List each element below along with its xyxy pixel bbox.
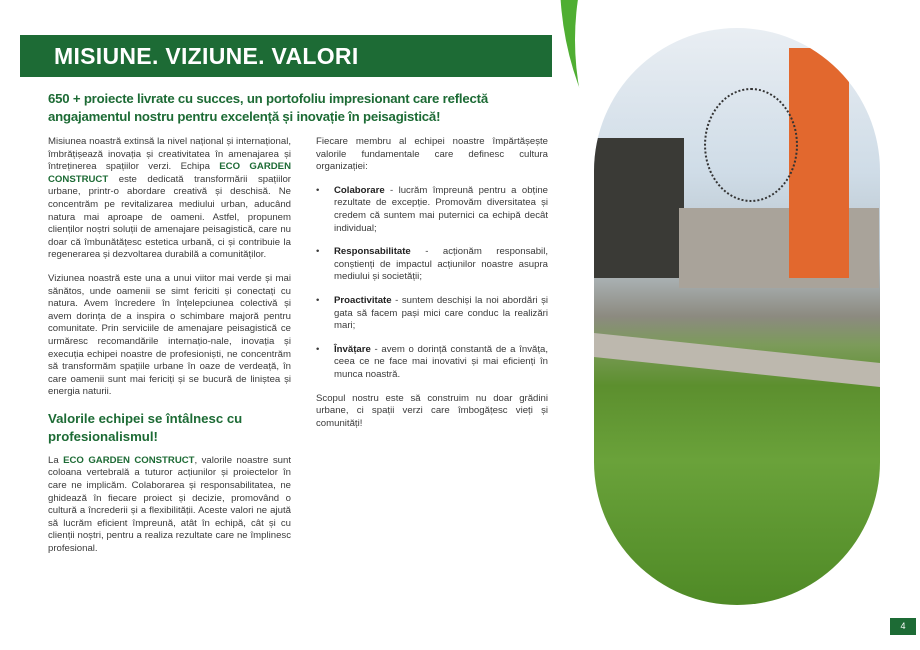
vision-paragraph: Viziunea noastră este una a unui viitor mai verde și mai sănătos, unde oamenii se simt fericiti și conectați cu natura. Avem încredere în înțelepciunea colectivă și avem dorința de a inspira o schimbare majoră pentru comunitate. Prin serviciile de amenajare peisagistică ce urmăresc recomandările internațio-nale, inovația și execuția echipei noastre de profesioniști, ne concentrăm să transformăm spațiile urbane în oaze de verdeață, în care oamenii sunt mai fericiți și se bucură de liniștea și energia naturii. [48, 272, 291, 398]
text: La [48, 454, 64, 466]
mission-paragraph [48, 136, 291, 262]
value-text: - suntem deschiși la noi abordări și gata să facem pași mici care conduc la realizări mari; [334, 294, 548, 332]
value-text: - acționăm responsabil, conștienți de impactul acțiunilor noastre asupra mediului și societății; [334, 246, 548, 283]
photo-path [594, 333, 880, 387]
closing-paragraph: Scopul nostru este să construim nu doar grădini urbane, ci spații verzi care îmbogățesc vieți și comunități! [316, 392, 548, 429]
brand-name: ECO GARDEN CONSTRUCT [63, 454, 195, 466]
list-item [316, 246, 548, 284]
list-item [316, 344, 548, 382]
bullet-icon: • [316, 343, 320, 355]
bullet-icon: • [316, 294, 320, 306]
brand-name: ECO GARDEN CONSTRUCT [48, 161, 292, 185]
lead-heading: 650 + proiecte livrate cu succes, un portofoliu impresionant care reflectă angajamentul nostru pentru excelență și inovație în peisagistică! [48, 91, 488, 124]
list-item [316, 295, 548, 333]
text-columns [48, 136, 548, 567]
value-text: - lucrăm împreună pentru a obține rezultate de excepție. Promovăm diversitatea și credem că suntem mai puternici ca echipă decât individual; [334, 184, 548, 234]
right-column [316, 136, 548, 441]
value-name: Colaborare [334, 184, 385, 196]
value-name: Învățare [334, 343, 371, 355]
left-column [48, 136, 291, 567]
photo-dark-building [594, 138, 684, 278]
values-paragraph [48, 455, 291, 556]
text-content [48, 90, 548, 567]
page-number: 4 [890, 618, 916, 635]
text: Misiunea noastră extinsă la nivel național și internațional, îmbrățișează inovația și creativitatea în amenajarea și întreținerea spațiilor verzi. Echipa [48, 136, 291, 173]
values-subheading: Valorile echipei se întâlnesc cu profesionalismul! [48, 410, 243, 444]
bullet-icon: • [316, 184, 320, 196]
list-item [316, 185, 548, 235]
garden-photo [594, 28, 880, 605]
photo-tree [704, 88, 798, 202]
value-text: - avem o dorință constantă de a învăța, ceea ce ne face mai inovativi și mai eficienți în munca noastră. [334, 343, 548, 380]
photo-orange-building [789, 48, 849, 278]
values-list [316, 185, 548, 382]
page-title: MISIUNE. VIZIUNE. VALORI [54, 43, 359, 69]
value-name: Proactivitate [334, 294, 392, 306]
bullet-icon: • [316, 246, 320, 258]
values-intro: Fiecare membru al echipei noastre împărtășește valorile fundamentale care definesc cultura organizației: [316, 136, 548, 173]
text: , valorile noastre sunt coloana vertebrală a tuturor acțiunilor și proiectelor în care ne implicăm. Colaborarea și responsabilitatea, ne ghidează în fiecare proiect și decizie, promovând o cultură a încrederii și a flexibilității. Aceste valori ne ajută să lucrăm eficient împreună, atât în echipă, cât și cu clienții noștri, pentru a realiza rezultate care ne împlinesc profesional. [48, 454, 292, 555]
text: este dedicată transformării spațiilor urbane, printr-o abordare creativă și deschisă. Ne concentrăm pe revitalizarea mediului urban, aducând natura mai aproape de oameni. Astfel, propunem clienților noștri soluții de amenajare peisagistică, care nu doar că îmbunătățesc estetica urbană, ci și contribuie la regenerarea și dezvoltarea durabilă a comunităților. [48, 173, 291, 261]
value-name: Responsabilitate [334, 246, 411, 258]
title-banner [20, 35, 552, 77]
photo-grey-building [679, 208, 879, 288]
